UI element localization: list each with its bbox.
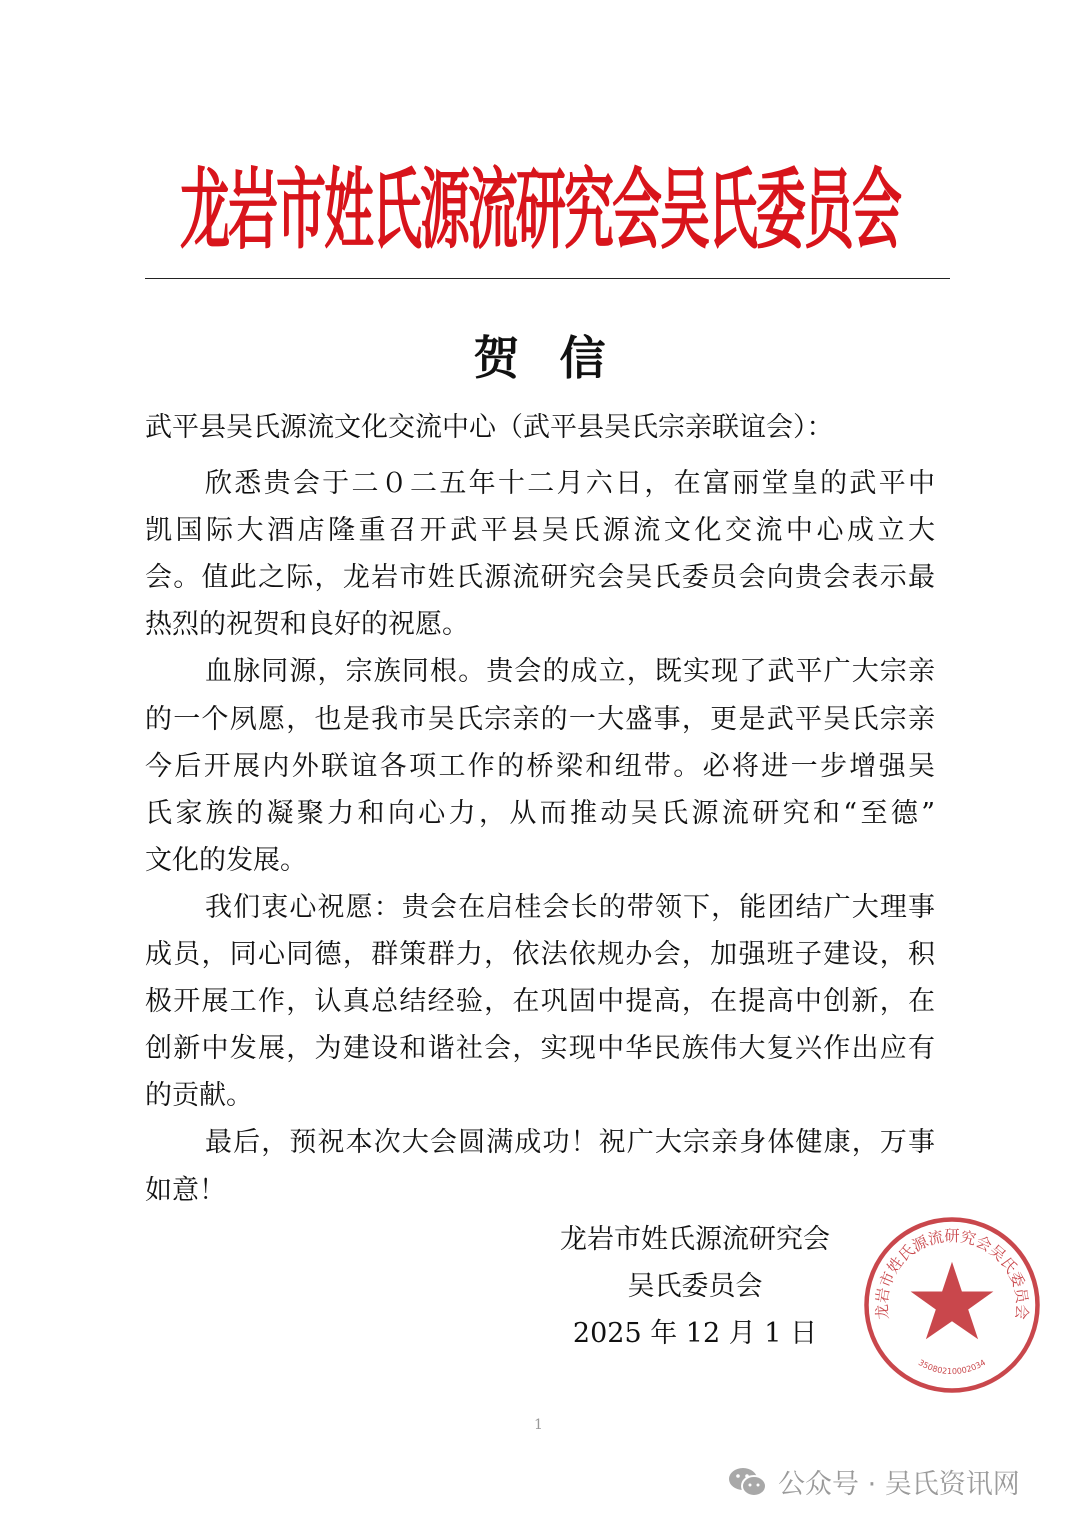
body-line: 文化的发展。 <box>145 845 307 876</box>
signature-date: 2025 年 12 月 1 日 <box>572 1318 818 1349</box>
seal-number: 35080210002034 <box>916 1357 988 1377</box>
body-line: 会。值此之际，龙岩市姓氏源流研究会吴氏委员会向贵会表示最 <box>145 562 935 593</box>
salutation: 武平县吴氏源流文化交流中心（武平县吴氏宗亲联谊会）： <box>145 412 834 443</box>
body-line: 的贡献。 <box>145 1080 253 1111</box>
body-line: 今后开展内外联谊各项工作的桥梁和纽带。必将进一步增强吴 <box>145 751 935 782</box>
svg-text:35080210002034 <box>917 1357 987 1376</box>
wechat-icon <box>728 1466 768 1498</box>
body-line: 如意！ <box>145 1175 226 1206</box>
body-line: 氏家族的凝聚力和向心力，从而推动吴氏源流研究和“至德” <box>145 798 935 829</box>
body-line: 极开展工作，认真总结经验，在巩固中提高，在提高中创新，在 <box>145 986 935 1017</box>
body-line: 的一个夙愿，也是我市吴氏宗亲的一大盛事，更是武平吴氏宗亲 <box>145 704 935 735</box>
body-line: 欣悉贵会于二０二五年十二月六日，在富丽堂皇的武平中 <box>205 468 935 499</box>
body-line: 成员，同心同德，群策群力，依法依规办会，加强班子建设，积 <box>145 939 935 970</box>
official-seal <box>862 1215 1042 1395</box>
letter-heading: 贺信 <box>473 331 646 385</box>
page-number: 1 <box>534 1417 543 1433</box>
body-line: 我们衷心祝愿：贵会在启桂会长的带领下，能团结广大理事 <box>205 892 935 923</box>
signature-sub: 吴氏委员会 <box>627 1271 763 1302</box>
body-line: 热烈的祝贺和良好的祝愿。 <box>145 609 469 640</box>
seal-text: 龙岩市姓氏源流研究会吴氏委员会 <box>872 1227 1032 1321</box>
body-line: 创新中发展，为建设和谐社会，实现中华民族伟大复兴作出应有 <box>145 1033 935 1064</box>
body-line: 凯国际大酒店隆重召开武平县吴氏源流文化交流中心成立大 <box>145 515 935 546</box>
signature-org: 龙岩市姓氏源流研究会 <box>560 1224 830 1255</box>
body-line: 最后，预祝本次大会圆满成功！祝广大宗亲身体健康，万事 <box>205 1127 935 1158</box>
letterhead-divider <box>145 278 950 279</box>
letterhead-title: 龙岩市姓氏源流研究会吴氏委员会 <box>180 159 900 261</box>
body-line: 血脉同源，宗族同根。贵会的成立，既实现了武平广大宗亲 <box>205 656 935 687</box>
watermark-text: 公众号 · 吴氏资讯网 <box>778 1469 1020 1500</box>
watermark <box>728 1462 1020 1501</box>
